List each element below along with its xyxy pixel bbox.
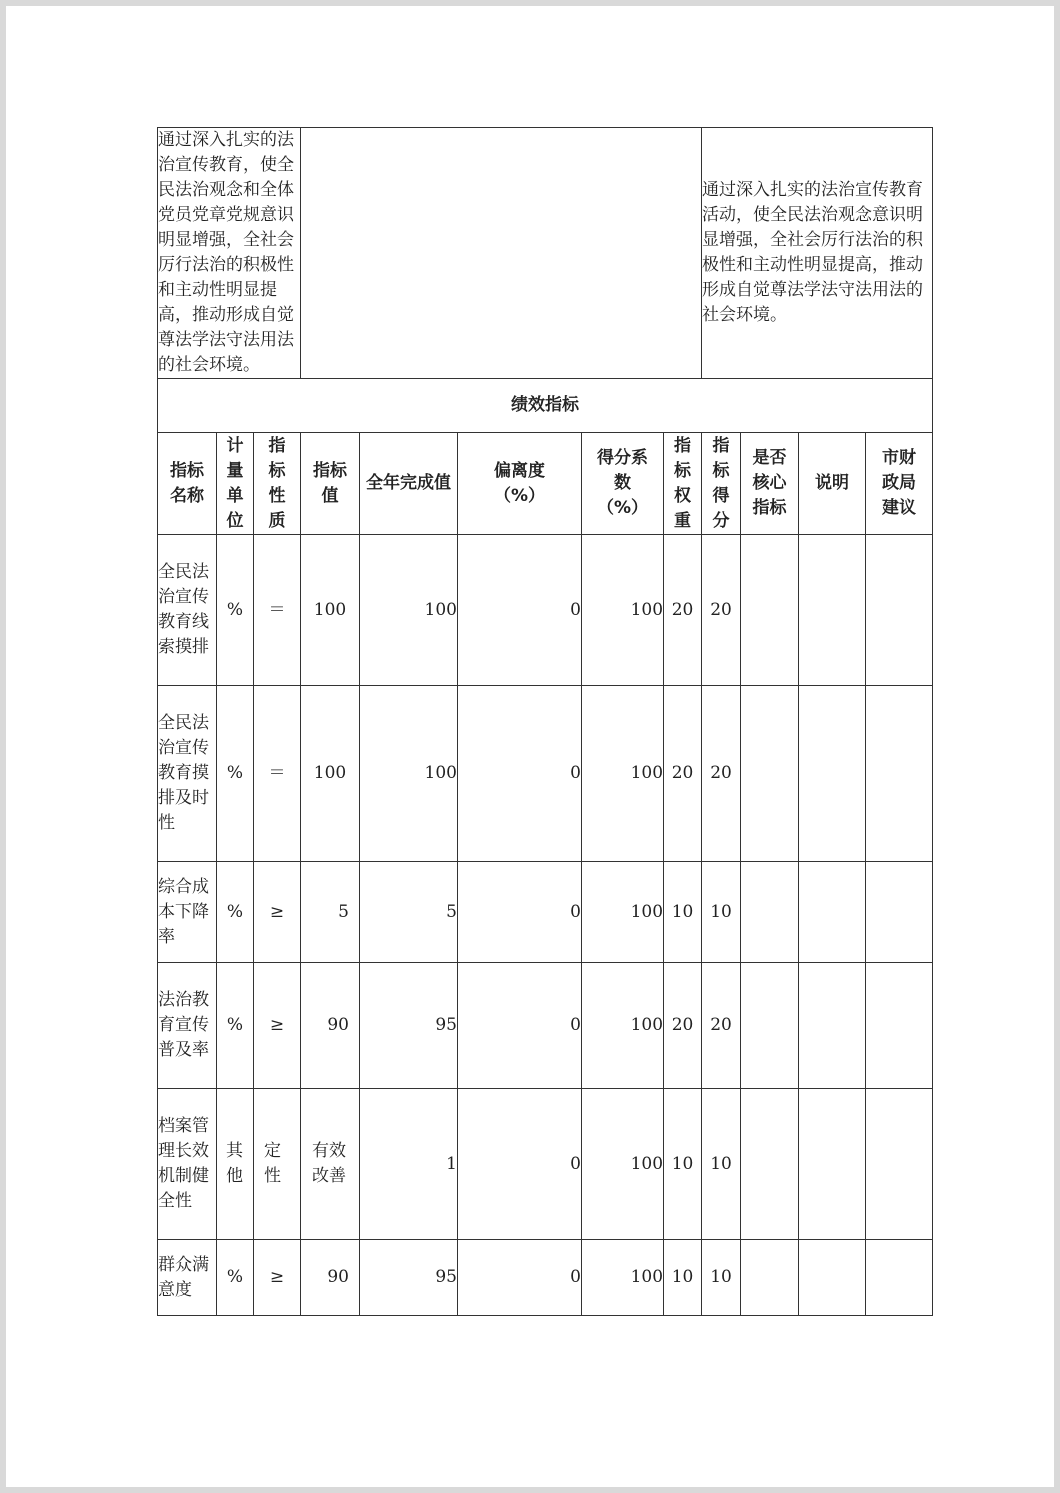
note-cell [799,1089,866,1240]
nature-cell: ＝ [254,686,301,862]
advice-cell [866,963,933,1089]
actual-cell: 100 [360,686,458,862]
header-score: 指标得分 [702,433,741,535]
header-nature: 指标性质 [254,433,301,535]
header-deviation: 偏离度（%） [458,433,582,535]
coef-cell: 100 [582,1089,664,1240]
unit-cell: % [217,862,254,963]
table-row [158,963,933,1089]
header-row [158,433,933,535]
weight-cell: 20 [664,963,702,1089]
header-actual: 全年完成值 [360,433,458,535]
note-cell [799,686,866,862]
core-cell [741,963,799,1089]
indicator-name: 综合成本下降率 [158,862,217,963]
actual-completion-text: 通过深入扎实的法治宣传教育活动，使全民法治观念意识明显增强，全社会厉行法治的积极性和主动性明显提高，推动形成自觉尊法学法守法用法的社会环境。 [702,128,933,379]
advice-cell [866,686,933,862]
nature-cell: ≥ [254,1240,301,1316]
score-cell: 10 [702,862,741,963]
deviation-cell: 0 [458,1089,582,1240]
nature-cell: 定性 [254,1089,301,1240]
score-cell: 20 [702,535,741,686]
actual-cell: 100 [360,535,458,686]
header-unit: 计量单位 [217,433,254,535]
coef-cell: 100 [582,686,664,862]
header-advice: 市财政局建议 [866,433,933,535]
target-cell: 5 [301,862,360,963]
weight-cell: 20 [664,535,702,686]
note-cell [799,963,866,1089]
score-cell: 20 [702,686,741,862]
goal-row [158,128,933,379]
core-cell [741,686,799,862]
table-row [158,862,933,963]
weight-cell: 10 [664,862,702,963]
deviation-cell: 0 [458,862,582,963]
header-note: 说明 [799,433,866,535]
header-core: 是否核心指标 [741,433,799,535]
note-cell [799,1240,866,1316]
core-cell [741,1089,799,1240]
advice-cell [866,1089,933,1240]
unit-cell: % [217,1240,254,1316]
score-cell: 10 [702,1089,741,1240]
annual-goal-text: 通过深入扎实的法治宣传教育，使全民法治观念和全体党员党章党规意识明显增强，全社会厉行法治的积极性和主动性明显提高，推动形成自觉尊法学法守法用法的社会环境。 [158,128,301,379]
core-cell [741,862,799,963]
note-cell [799,862,866,963]
unit-cell: 其他 [217,1089,254,1240]
score-cell: 10 [702,1240,741,1316]
performance-table [157,127,933,1316]
target-cell: 100 [301,686,360,862]
table-row [158,1089,933,1240]
advice-cell [866,535,933,686]
unit-cell: % [217,686,254,862]
deviation-cell: 0 [458,535,582,686]
unit-cell: % [217,535,254,686]
target-cell: 有效改善 [301,1089,360,1240]
unit-cell: % [217,963,254,1089]
nature-cell: ≥ [254,963,301,1089]
deviation-cell: 0 [458,963,582,1089]
advice-cell [866,1240,933,1316]
table-row [158,686,933,862]
header-coef: 得分系数（%） [582,433,664,535]
coef-cell: 100 [582,862,664,963]
note-cell [799,535,866,686]
indicator-name: 全民法治宣传教育线索摸排 [158,535,217,686]
coef-cell: 100 [582,963,664,1089]
score-cell: 20 [702,963,741,1089]
indicator-name: 档案管理长效机制健全性 [158,1089,217,1240]
table-row [158,1240,933,1316]
coef-cell: 100 [582,535,664,686]
weight-cell: 10 [664,1240,702,1316]
section-row [158,379,933,433]
nature-cell: ＝ [254,535,301,686]
header-weight: 指标权重 [664,433,702,535]
deviation-cell: 0 [458,686,582,862]
actual-cell: 95 [360,1240,458,1316]
actual-cell: 1 [360,1089,458,1240]
indicator-name: 法治教育宣传普及率 [158,963,217,1089]
weight-cell: 20 [664,686,702,862]
actual-cell: 95 [360,963,458,1089]
header-name: 指标名称 [158,433,217,535]
deviation-cell: 0 [458,1240,582,1316]
actual-cell: 5 [360,862,458,963]
weight-cell: 10 [664,1089,702,1240]
target-cell: 90 [301,963,360,1089]
core-cell [741,1240,799,1316]
target-cell: 100 [301,535,360,686]
nature-cell: ≥ [254,862,301,963]
blank-cell [301,128,702,379]
target-cell: 90 [301,1240,360,1316]
coef-cell: 100 [582,1240,664,1316]
header-target: 指标值 [301,433,360,535]
section-title: 绩效指标 [158,379,933,433]
table-row [158,535,933,686]
indicator-name: 群众满意度 [158,1240,217,1316]
indicator-name: 全民法治宣传教育摸排及时性 [158,686,217,862]
core-cell [741,535,799,686]
advice-cell [866,862,933,963]
